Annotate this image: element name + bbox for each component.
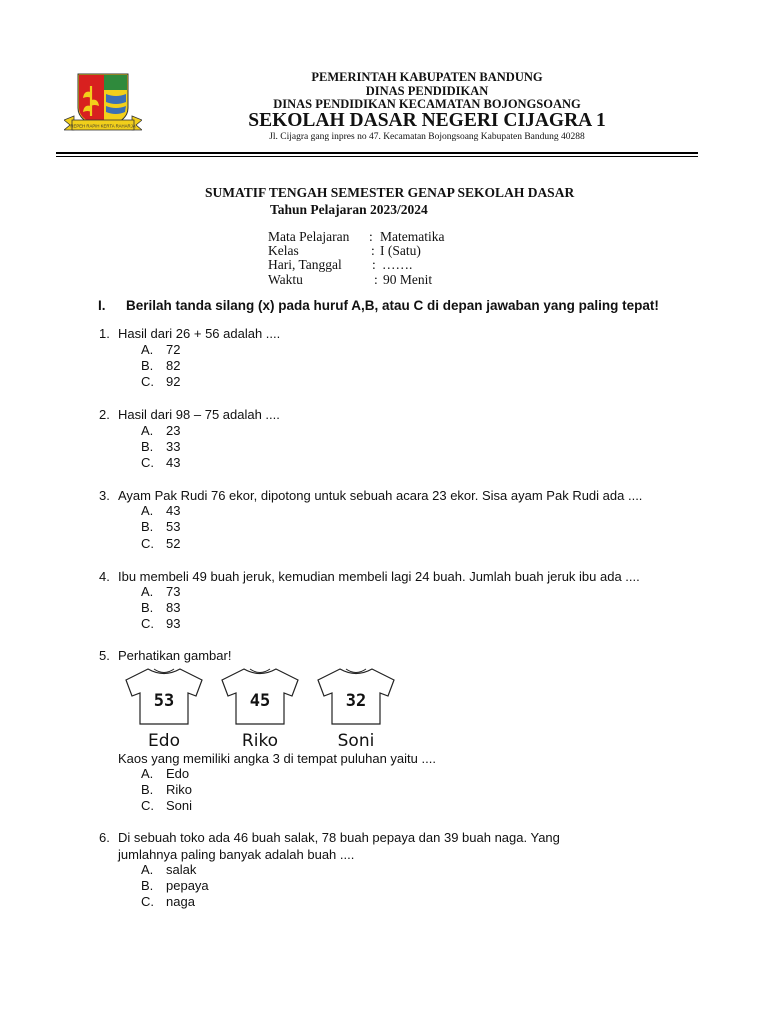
header-government: PEMERINTAH KABUPATEN BANDUNG (311, 70, 543, 84)
meta-value-date: ……. (382, 257, 413, 272)
meta-label: Hari, Tanggal (268, 257, 342, 272)
option-letter: A. (141, 584, 154, 599)
option-letter: C. (141, 536, 154, 551)
option-text: salak (166, 862, 197, 877)
answer-option[interactable] (141, 878, 209, 893)
option-text: 93 (166, 616, 181, 631)
question-text: Hasil dari 98 – 75 adalah .... (118, 407, 280, 422)
shirt-number: 32 (345, 691, 367, 711)
shirt-figure (122, 666, 206, 751)
answer-option[interactable] (141, 374, 180, 389)
option-text: 23 (166, 423, 181, 438)
answer-option[interactable] (141, 455, 180, 470)
option-letter: C. (141, 894, 154, 909)
meta-value-time: 90 Menit (383, 272, 433, 287)
meta-label: Waktu (268, 272, 303, 287)
shirt-number: 45 (249, 691, 271, 711)
option-text: pepaya (166, 878, 209, 893)
question-number: 2. (99, 407, 110, 422)
question-text: Di sebuah toko ada 46 buah salak, 78 buah pepaya dan 39 buah naga. Yang (118, 830, 560, 845)
answer-option[interactable] (141, 519, 180, 534)
option-text: 33 (166, 439, 181, 454)
shirt-icon (122, 666, 206, 726)
option-letter: B. (141, 878, 154, 893)
answer-option[interactable] (141, 894, 195, 909)
meta-label: Mata Pelajaran (268, 229, 350, 244)
school-address: Jl. Cijagra gang inpres no 47. Kecamatan Bojongsoang Kabupaten Bandung 40288 (269, 132, 585, 142)
question-number: 6. (99, 830, 110, 845)
option-letter: A. (141, 766, 154, 781)
option-text: 43 (166, 503, 181, 518)
answer-option[interactable] (141, 423, 180, 438)
answer-option[interactable] (141, 600, 180, 615)
school-logo (64, 72, 142, 138)
question-text: Ibu membeli 49 buah jeruk, kemudian membeli lagi 24 buah. Jumlah buah jeruk ibu ada .... (118, 569, 640, 584)
option-letter: B. (141, 439, 154, 454)
question-text: Ayam Pak Rudi 76 ekor, dipotong untuk sebuah acara 23 ekor. Sisa ayam Pak Rudi ada .... (118, 488, 643, 503)
shirt-icon (314, 666, 398, 726)
meta-separator: : (372, 257, 376, 272)
question-number: 3. (99, 488, 110, 503)
answer-option[interactable] (141, 342, 180, 357)
option-letter: C. (141, 798, 154, 813)
header-divider-thin (56, 156, 698, 157)
option-text: 43 (166, 455, 181, 470)
header-divider-thick (56, 152, 698, 154)
answer-option[interactable] (141, 782, 192, 797)
option-text: 53 (166, 519, 181, 534)
option-letter: B. (141, 600, 154, 615)
option-text: Riko (166, 782, 193, 797)
option-text: 72 (166, 342, 181, 357)
option-letter: B. (141, 782, 154, 797)
option-text: 73 (166, 584, 181, 599)
option-text: naga (166, 894, 195, 909)
meta-separator: : (374, 272, 378, 287)
option-text: 52 (166, 536, 181, 551)
option-letter: B. (141, 519, 154, 534)
option-text: Soni (166, 798, 193, 813)
meta-separator: : (371, 243, 375, 258)
header-district-department: DINAS PENDIDIKAN KECAMATAN BOJONGSOANG (273, 97, 581, 111)
question-number: 1. (99, 326, 110, 341)
answer-option[interactable] (141, 358, 180, 373)
option-letter: A. (141, 503, 154, 518)
answer-option[interactable] (141, 536, 180, 551)
option-letter: C. (141, 616, 154, 631)
option-text: 82 (166, 358, 181, 373)
question-text: Perhatikan gambar! (118, 648, 232, 663)
shirt-owner-name: Riko (241, 731, 279, 751)
shirt-owner-name: Soni (337, 731, 375, 751)
option-text: 92 (166, 374, 181, 389)
option-letter: C. (141, 374, 154, 389)
answer-option[interactable] (141, 616, 180, 631)
shirt-figure (314, 666, 398, 751)
option-letter: A. (141, 342, 154, 357)
option-letter: B. (141, 358, 154, 373)
meta-separator: : (369, 229, 373, 244)
school-name: SEKOLAH DASAR NEGERI CIJAGRA 1 (248, 110, 606, 131)
option-letter: A. (141, 862, 154, 877)
shirt-figure (218, 666, 302, 751)
meta-value-class: I (Satu) (380, 243, 421, 258)
option-text: Edo (166, 766, 190, 781)
header-department: DINAS PENDIDIKAN (365, 84, 489, 98)
answer-option[interactable] (141, 862, 196, 877)
answer-option[interactable] (141, 766, 189, 781)
shirt-owner-name: Edo (148, 731, 180, 751)
answer-option[interactable] (141, 439, 180, 454)
question-subtext: Kaos yang memiliki angka 3 di tempat puluhan yaitu .... (118, 751, 436, 766)
question-text-continued: jumlahnya paling banyak adalah buah .... (118, 847, 355, 862)
shirt-icon (218, 666, 302, 726)
question-text: Hasil dari 26 + 56 adalah .... (118, 326, 281, 341)
section-instruction: Berilah tanda silang (x) pada huruf A,B, atau C di depan jawaban yang paling tepat! (126, 298, 659, 313)
option-text: 83 (166, 600, 181, 615)
answer-option[interactable] (141, 503, 180, 518)
question-number: 4. (99, 569, 110, 584)
meta-label: Kelas (268, 243, 299, 258)
answer-option[interactable] (141, 798, 192, 813)
answer-option[interactable] (141, 584, 180, 599)
option-letter: C. (141, 455, 154, 470)
exam-title: SUMATIF TENGAH SEMESTER GENAP SEKOLAH DASAR (205, 185, 575, 200)
shirt-number: 53 (153, 691, 175, 711)
meta-value-subject: Matematika (380, 229, 445, 244)
question-number: 5. (99, 648, 110, 663)
exam-year: Tahun Pelajaran 2023/2024 (270, 202, 428, 217)
logo-motto: REPEH RAPIH KERTA RAHARJA (70, 123, 136, 129)
option-letter: A. (141, 423, 154, 438)
section-number: I. (98, 298, 106, 313)
